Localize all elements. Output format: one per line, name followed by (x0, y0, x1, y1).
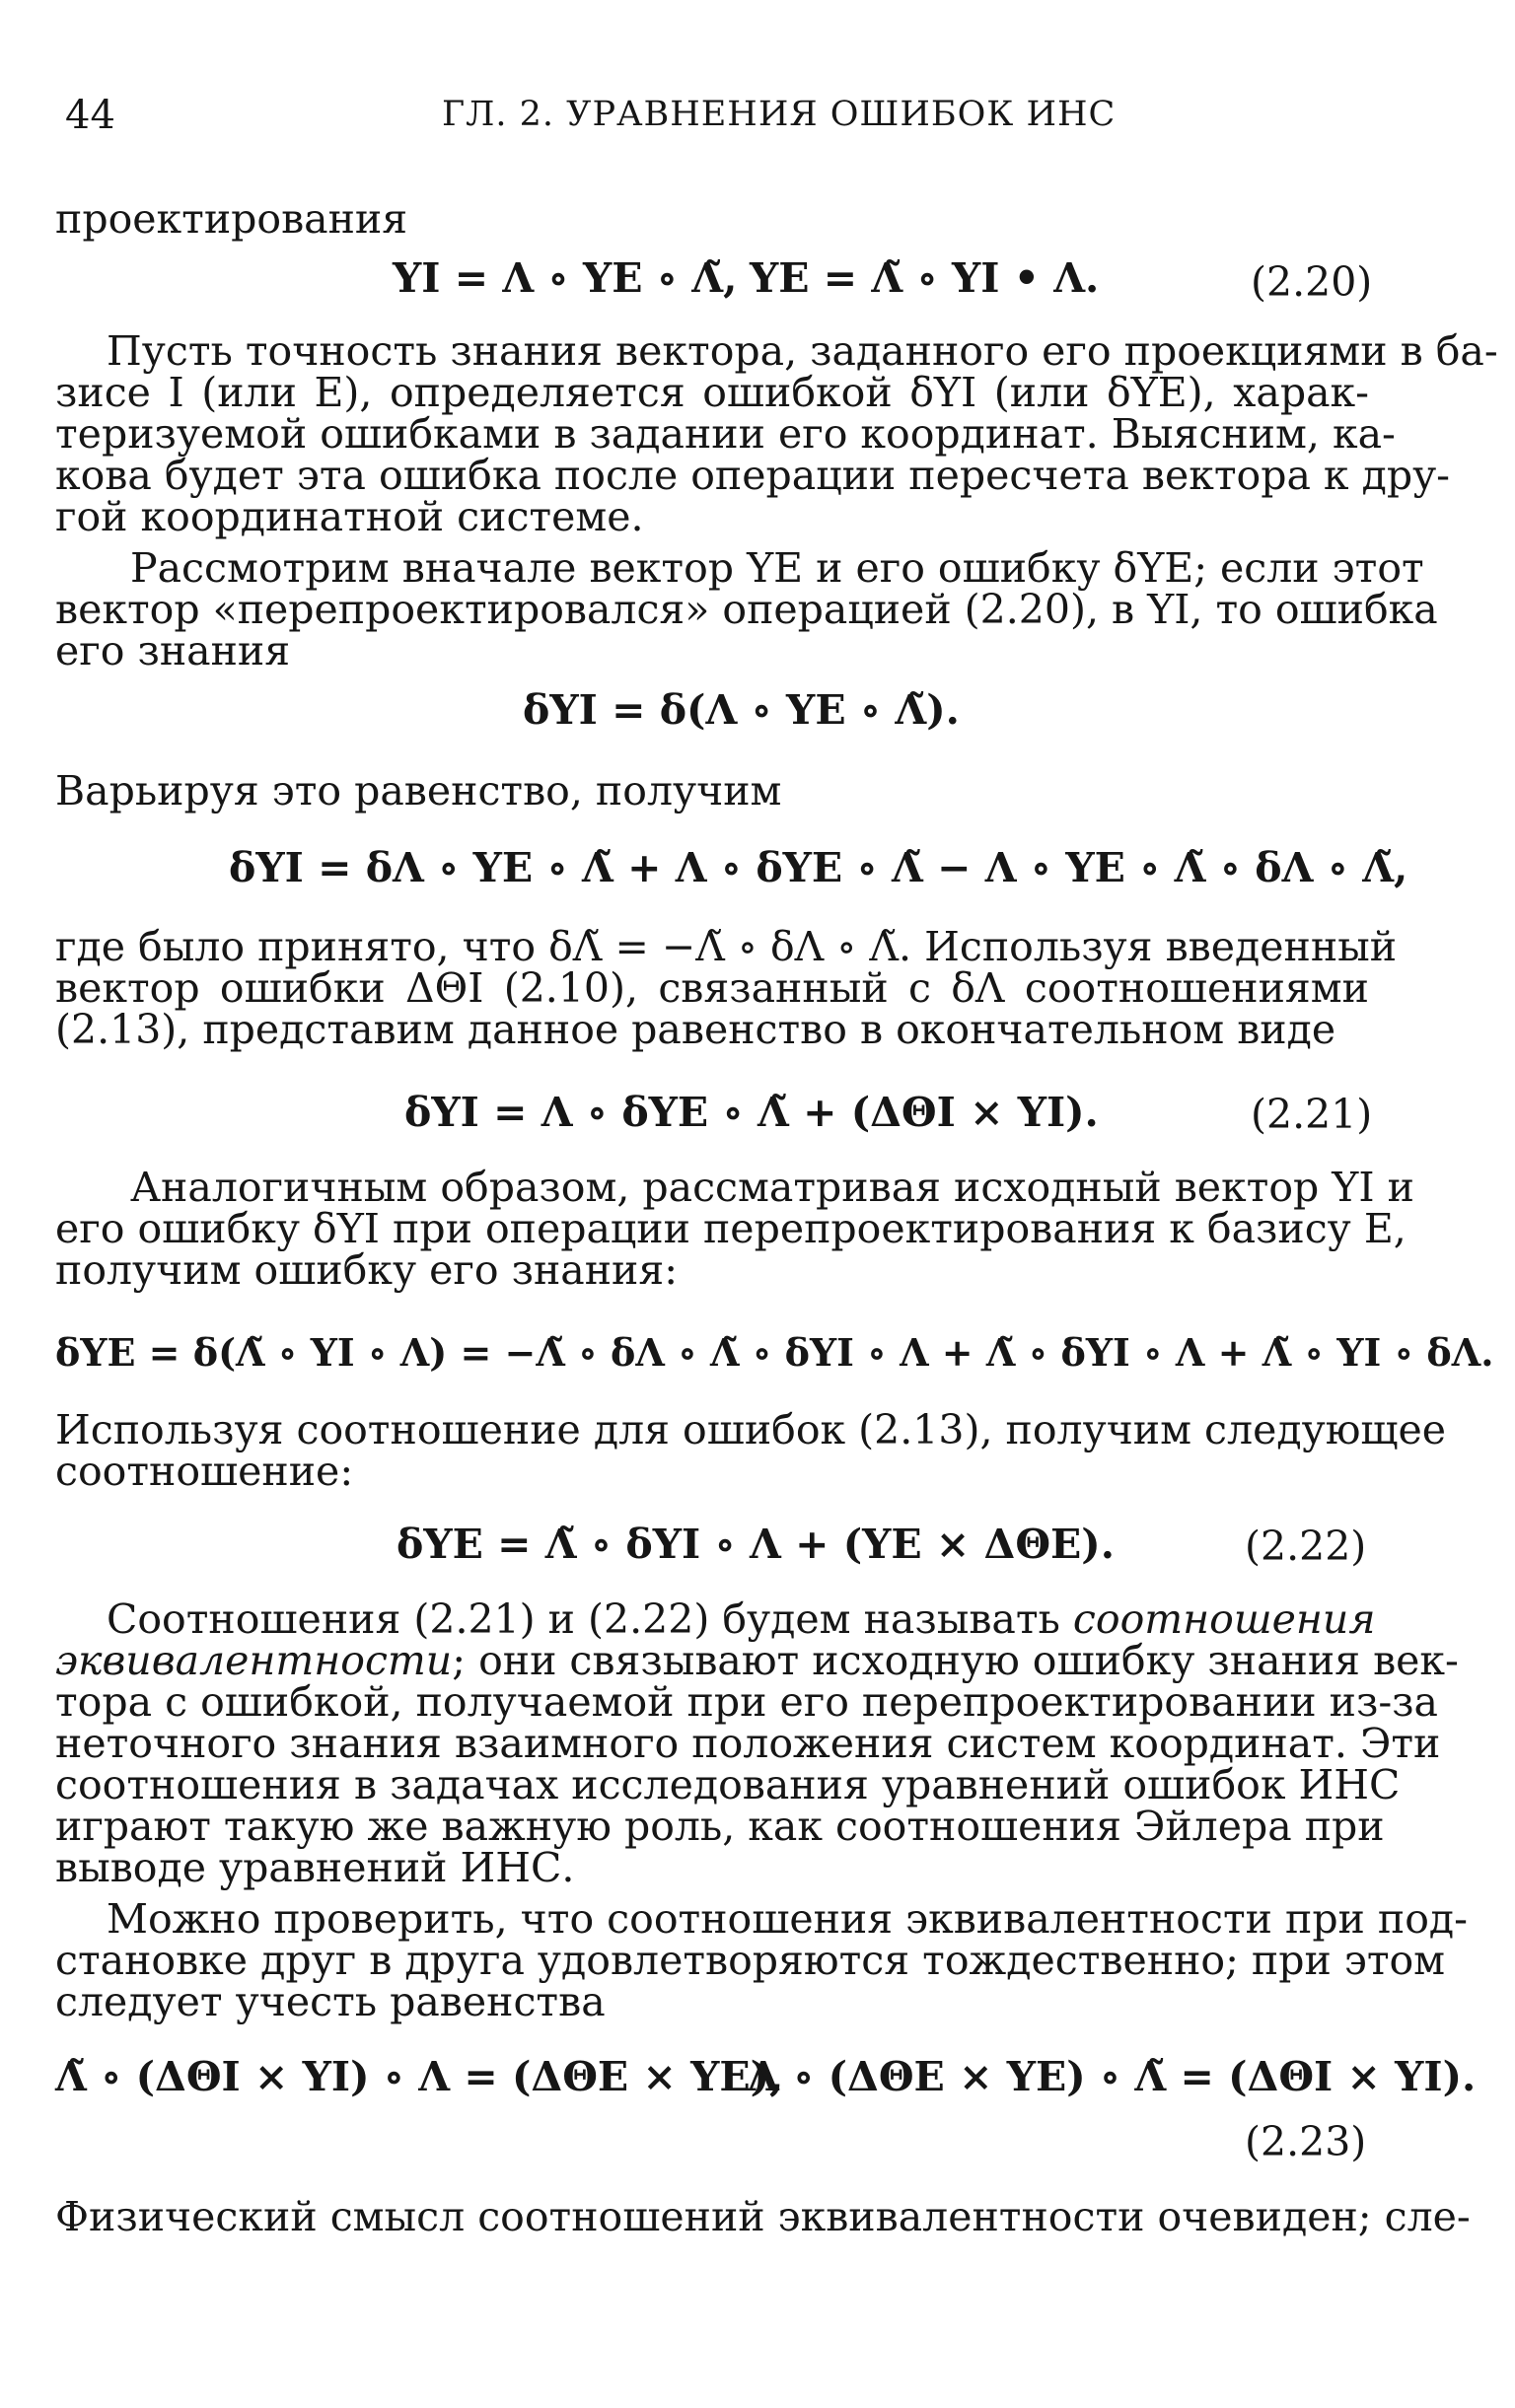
text-line: кова будет эта ошибка после операции пересчета вектора к дру- (55, 452, 1451, 499)
text-line: становке друг в друга удовлетворяются тождественно; при этом (55, 1937, 1446, 1984)
text-span: ; они связывают исходную ошибку знания век- (452, 1637, 1459, 1684)
text-line: его ошибку δYI при операции перепроектирования к базису E, (55, 1205, 1407, 1252)
text-line: Варьируя это равенство, получим (55, 767, 782, 814)
text-line (107, 1595, 1376, 1643)
equation-number-2-20: (2.20) (1251, 258, 1373, 306)
italic-term: соотношения (1072, 1595, 1376, 1643)
text-line: вектор ошибки ΔΘI (2.10), связанный с δΛ соотношениями (55, 964, 1369, 1012)
equation-delta-yi: δYI = δ(Λ ∘ YE ∘ Λ̃). (523, 686, 960, 734)
equation-2-23-left: Λ̃ ∘ (ΔΘI × YI) ∘ Λ = (ΔΘE × YE), (55, 2053, 784, 2100)
text-line: Физический смысл соотношений эквивалентности очевиден; сле- (55, 2193, 1471, 2240)
text-line: выводе уравнений ИНС. (55, 1844, 575, 1891)
text-line: теризуемой ошибками в задании его координат. Выясним, ка- (55, 410, 1396, 458)
page-number: 44 (65, 93, 115, 138)
text-line: Аналогичным образом, рассматривая исходный вектор YI и (130, 1164, 1414, 1211)
text-line: Можно проверить, что соотношения эквивалентности при под- (107, 1895, 1469, 1943)
text-line: Рассмотрим вначале вектор YE и его ошибку δYE; если этот (130, 544, 1424, 592)
text-line: получим ошибку его знания: (55, 1246, 679, 1294)
equation-number-2-23: (2.23) (1245, 2118, 1367, 2165)
text-line: его знания (55, 627, 291, 674)
equation-variation: δYI = δΛ ∘ YE ∘ Λ̃ + Λ ∘ δYE ∘ Λ̃ − Λ ∘ YE ∘ Λ̃ ∘ δΛ ∘ Λ̃, (229, 844, 1408, 891)
text-line: вектор «перепроектировался» операцией (2.20), в YI, то ошибка (55, 586, 1438, 633)
text-line: соотношение: (55, 1448, 354, 1495)
equation-delta-ye: δYE = δ(Λ̃ ∘ YI ∘ Λ) = −Λ̃ ∘ δΛ ∘ Λ̃ ∘ δYI ∘ Λ + Λ̃ ∘ δYI ∘ Λ + Λ̃ ∘ YI ∘ δΛ. (55, 1330, 1494, 1375)
text-line: тора с ошибкой, получаемой при его перепроектировании из-за (55, 1678, 1438, 1726)
equation-2-20-left: YI = Λ ∘ YE ∘ Λ̃, (393, 254, 738, 302)
running-header: ГЛ. 2. УРАВНЕНИЯ ОШИБОК ИНС (442, 95, 1117, 134)
text-line: проектирования (55, 195, 408, 243)
equation-2-20-right: YE = Λ̃ ∘ YI • Λ. (750, 254, 1100, 302)
text-line: неточного знания взаимного положения систем координат. Эти (55, 1720, 1441, 1767)
text-line: следует учесть равенства (55, 1978, 606, 2025)
equation-number-2-22: (2.22) (1245, 1523, 1367, 1570)
equation-2-21: δYI = Λ ∘ δYE ∘ Λ̃ + (ΔΘI × YI). (404, 1089, 1099, 1136)
equation-2-22: δYE = Λ̃ ∘ δYI ∘ Λ + (YE × ΔΘE). (397, 1521, 1115, 1568)
text-line: Пусть точность знания вектора, заданного его проекциями в ба- (107, 327, 1498, 375)
text-line: соотношения в задачах исследования уравнений ошибок ИНС (55, 1761, 1401, 1808)
text-line: зисе I (или E), определяется ошибкой δYI (или δYE), харак- (55, 369, 1369, 416)
text-line: (2.13), представим данное равенство в окончательном виде (55, 1006, 1336, 1053)
text-line: Используя соотношение для ошибок (2.13), получим следующее (55, 1406, 1447, 1453)
text-span: Соотношения (2.21) и (2.22) будем называть (107, 1595, 1073, 1643)
italic-term: эквивалентности (55, 1637, 453, 1684)
text-line: где было принято, что δΛ̃ = −Λ̃ ∘ δΛ ∘ Λ̃. Используя введенный (55, 923, 1398, 970)
text-line: гой координатной системе. (55, 493, 644, 540)
equation-number-2-21: (2.21) (1251, 1091, 1373, 1138)
equation-2-23-right: Λ ∘ (ΔΘE × YE) ∘ Λ̃ = (ΔΘI × YI). (748, 2053, 1477, 2100)
text-line: играют такую же важную роль, как соотношения Эйлера при (55, 1803, 1385, 1850)
text-line (55, 1637, 1459, 1684)
